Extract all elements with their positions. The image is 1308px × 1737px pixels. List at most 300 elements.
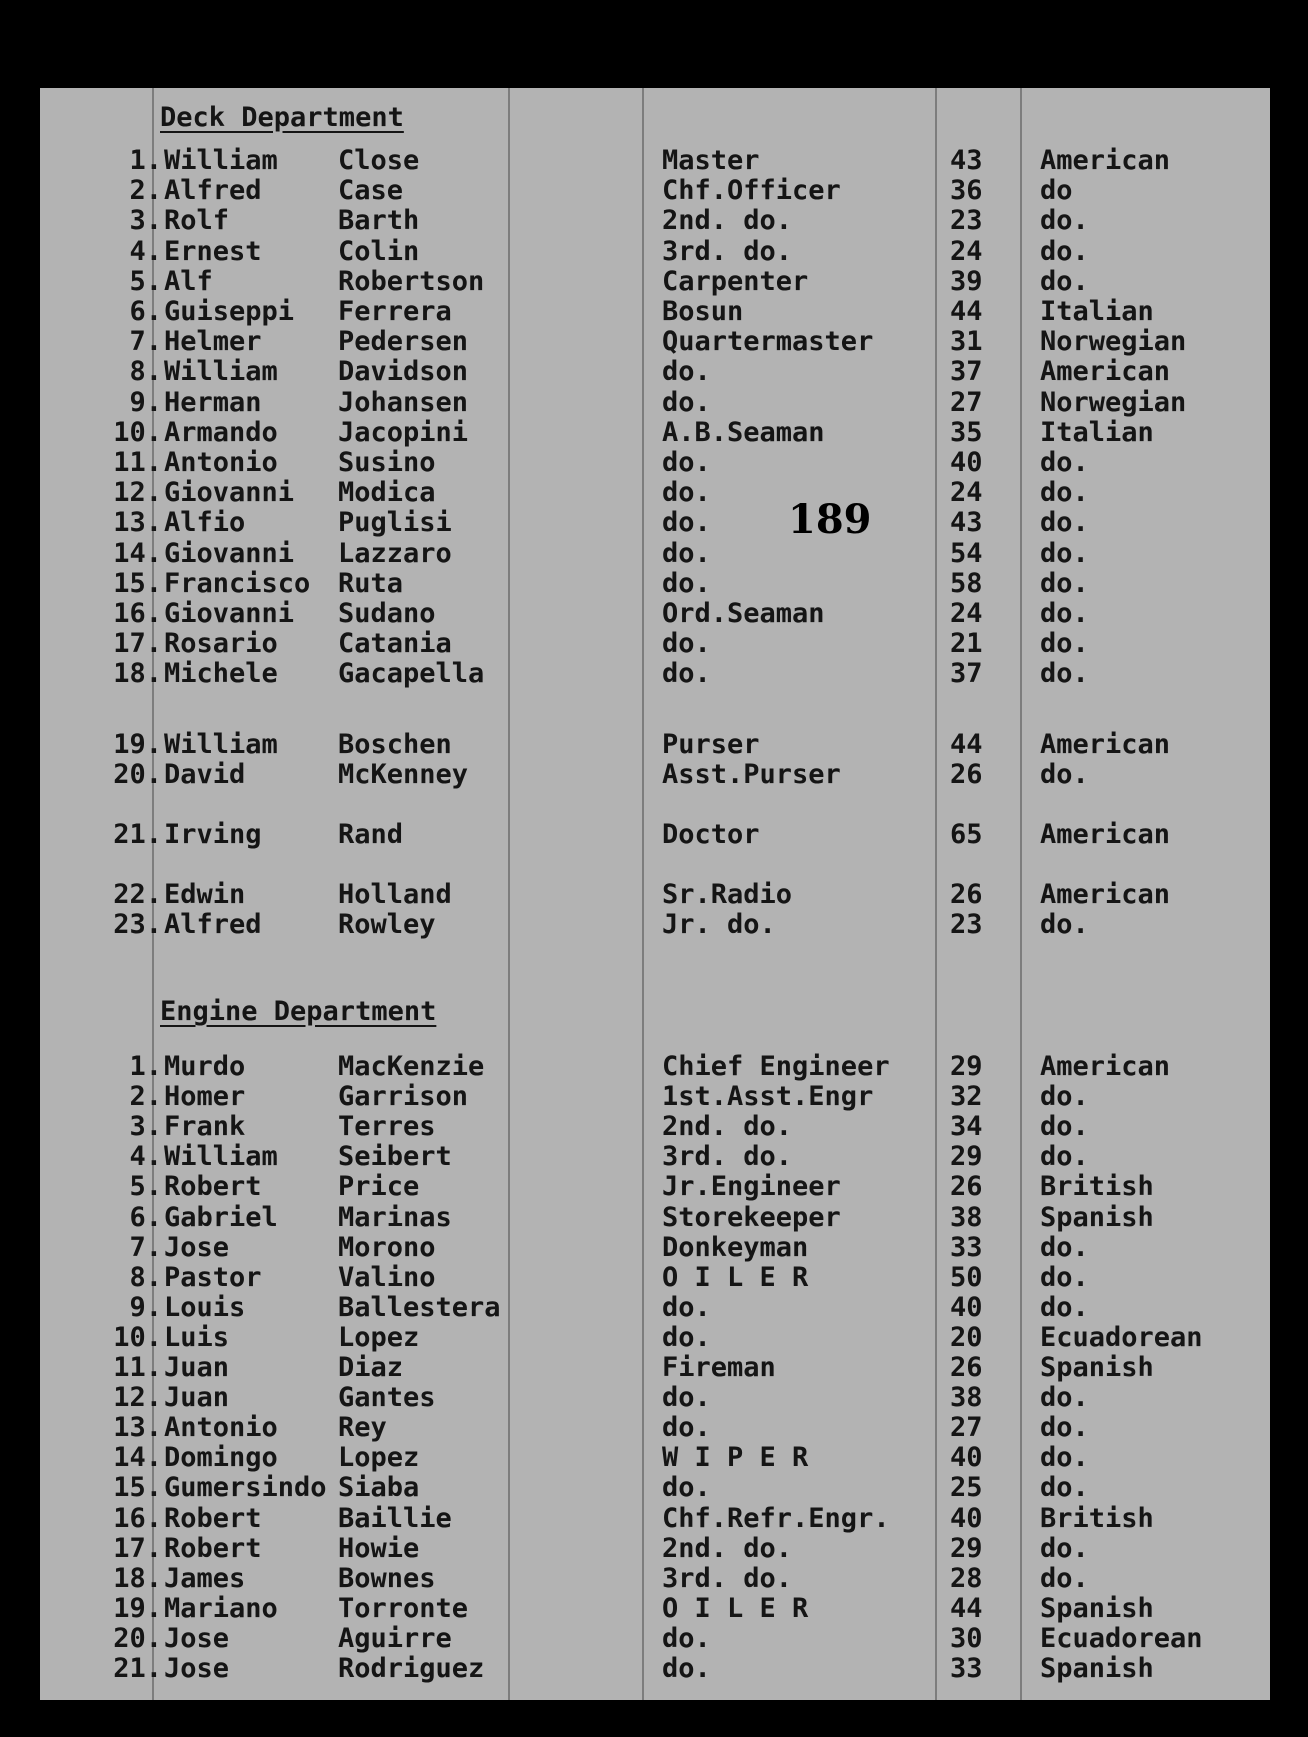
crew-number: 6.	[129, 296, 162, 327]
nationality: do	[1040, 175, 1073, 207]
crew-number: 15.	[113, 567, 162, 599]
rank: 2nd. do.	[662, 205, 793, 237]
crew-number: 16.	[113, 1502, 162, 1534]
crew-number: 8.	[129, 1261, 162, 1293]
age: 44	[950, 296, 983, 327]
last-name: Aguirre	[338, 1622, 452, 1654]
rank: do.	[662, 1472, 711, 1504]
crew-number: 19.	[113, 729, 162, 760]
first-name: Jose	[164, 1231, 230, 1263]
crew-row	[40, 1172, 1270, 1202]
age: 33	[950, 1653, 983, 1684]
crew-number: 6.	[129, 1201, 162, 1233]
crew-row	[40, 237, 1270, 267]
crew-number: 12.	[113, 477, 162, 509]
age: 26	[950, 1352, 983, 1383]
crew-number: 14.	[113, 1442, 162, 1474]
rank: do.	[662, 386, 711, 418]
first-name: Frank	[164, 1111, 246, 1143]
first-name: Francisco	[164, 567, 311, 599]
nationality: Norwegian	[1040, 386, 1187, 418]
last-name: Baillie	[338, 1502, 452, 1534]
age: 29	[950, 1141, 983, 1173]
last-name: Rey	[338, 1412, 387, 1444]
crew-number: 4.	[129, 1141, 162, 1173]
last-name: Colin	[338, 235, 420, 267]
first-name: Robert	[164, 1532, 262, 1564]
first-name: David	[164, 759, 246, 790]
first-name: Alf	[164, 265, 213, 297]
rank: Bosun	[662, 296, 744, 327]
first-name: William	[164, 356, 278, 388]
crew-number: 21.	[113, 819, 162, 850]
rank: Master	[662, 145, 760, 176]
rank: O I L E R	[662, 1261, 809, 1293]
crew-number: 2.	[129, 1081, 162, 1113]
first-name: Rolf	[164, 205, 230, 237]
crew-row	[40, 539, 1270, 569]
crew-number: 17.	[113, 628, 162, 660]
crew-row	[40, 820, 1270, 850]
crew-row	[40, 327, 1270, 357]
age: 27	[950, 386, 983, 418]
rank: Ord.Seaman	[662, 598, 825, 629]
rank: Carpenter	[662, 265, 809, 297]
last-name: Diaz	[338, 1352, 404, 1383]
age: 54	[950, 537, 983, 569]
rank: do.	[662, 507, 711, 539]
crew-number: 22.	[113, 879, 162, 910]
last-name: Ruta	[338, 567, 404, 599]
crew-number: 10.	[113, 416, 162, 448]
nationality: American	[1040, 879, 1171, 910]
crew-row	[40, 730, 1270, 760]
crew-number: 23.	[113, 909, 162, 940]
nationality: American	[1040, 819, 1171, 850]
crew-number: 1.	[129, 1051, 162, 1082]
age: 28	[950, 1562, 983, 1594]
crew-row	[40, 1353, 1270, 1383]
first-name: Mariano	[164, 1592, 278, 1624]
rank: do.	[662, 658, 711, 690]
crew-row	[40, 1534, 1270, 1564]
crew-row	[40, 569, 1270, 599]
age: 31	[950, 326, 983, 358]
crew-row	[40, 1594, 1270, 1624]
engine-department-heading: Engine Department	[160, 996, 437, 1027]
last-name: McKenney	[338, 759, 469, 790]
rank: do.	[662, 628, 711, 660]
crew-number: 18.	[113, 1562, 162, 1594]
age: 65	[950, 819, 983, 850]
first-name: Ernest	[164, 235, 262, 267]
crew-number: 9.	[129, 1291, 162, 1323]
last-name: Boschen	[338, 729, 452, 760]
rank: Chf.Officer	[662, 175, 841, 207]
age: 20	[950, 1321, 983, 1353]
crew-row	[40, 1233, 1270, 1263]
rank: A.B.Seaman	[662, 416, 825, 448]
last-name: Catania	[338, 628, 452, 660]
first-name: Herman	[164, 386, 262, 418]
rank: 3rd. do.	[662, 235, 793, 267]
crew-row	[40, 1263, 1270, 1293]
crew-row	[40, 297, 1270, 327]
age: 26	[950, 879, 983, 910]
rank: do.	[662, 1622, 711, 1654]
age: 34	[950, 1111, 983, 1143]
first-name: Armando	[164, 416, 278, 448]
first-name: Giovanni	[164, 598, 295, 629]
first-name: Robert	[164, 1502, 262, 1534]
age: 24	[950, 598, 983, 629]
age: 37	[950, 356, 983, 388]
crew-number: 11.	[113, 447, 162, 478]
first-name: Murdo	[164, 1051, 246, 1082]
crew-row	[40, 1504, 1270, 1534]
crew-row	[40, 1443, 1270, 1473]
last-name: Case	[338, 175, 404, 207]
rank: Purser	[662, 729, 760, 760]
crew-row	[40, 1082, 1270, 1112]
nationality: do.	[1040, 1141, 1089, 1173]
age: 40	[950, 1502, 983, 1534]
rank: do.	[662, 447, 711, 478]
first-name: Jose	[164, 1622, 230, 1654]
nationality: do.	[1040, 1382, 1089, 1414]
last-name: Robertson	[338, 265, 485, 297]
crew-row	[40, 599, 1270, 629]
last-name: Valino	[338, 1261, 436, 1293]
crew-number: 13.	[113, 1412, 162, 1444]
crew-row	[40, 357, 1270, 387]
crew-number: 16.	[113, 598, 162, 629]
first-name: William	[164, 729, 278, 760]
crew-row	[40, 1293, 1270, 1323]
rank: W I P E R	[662, 1442, 809, 1474]
nationality: Italian	[1040, 416, 1154, 448]
nationality: British	[1040, 1171, 1154, 1203]
last-name: Holland	[338, 879, 452, 910]
age: 29	[950, 1532, 983, 1564]
crew-number: 2.	[129, 175, 162, 207]
nationality: American	[1040, 729, 1171, 760]
nationality: Ecuadorean	[1040, 1321, 1203, 1353]
crew-row	[40, 1203, 1270, 1233]
last-name: Ballestera	[338, 1291, 501, 1323]
nationality: do.	[1040, 537, 1089, 569]
nationality: do.	[1040, 1111, 1089, 1143]
last-name: Marinas	[338, 1201, 452, 1233]
page-number-stamp: 189	[788, 496, 872, 543]
first-name: Gumersindo	[164, 1472, 327, 1504]
crew-number: 15.	[113, 1472, 162, 1504]
crew-number: 7.	[129, 1231, 162, 1263]
age: 23	[950, 205, 983, 237]
crew-number: 4.	[129, 235, 162, 267]
crew-list-page	[40, 88, 1270, 1700]
crew-row	[40, 418, 1270, 448]
crew-number: 20.	[113, 759, 162, 790]
last-name: Lopez	[338, 1442, 420, 1474]
first-name: William	[164, 1141, 278, 1173]
rank: do.	[662, 477, 711, 509]
rank: Jr. do.	[662, 909, 776, 940]
nationality: do.	[1040, 1231, 1089, 1263]
crew-row	[40, 448, 1270, 478]
first-name: Guiseppi	[164, 296, 295, 327]
age: 24	[950, 235, 983, 267]
crew-row	[40, 388, 1270, 418]
nationality: do.	[1040, 567, 1089, 599]
first-name: Giovanni	[164, 477, 295, 509]
nationality: do.	[1040, 1081, 1089, 1113]
rank: Chf.Refr.Engr.	[662, 1502, 890, 1534]
crew-row	[40, 1413, 1270, 1443]
rank: Chief Engineer	[662, 1051, 890, 1082]
crew-number: 5.	[129, 265, 162, 297]
crew-number: 1.	[129, 145, 162, 176]
crew-number: 19.	[113, 1592, 162, 1624]
rank: 2nd. do.	[662, 1111, 793, 1143]
age: 44	[950, 1592, 983, 1624]
crew-row	[40, 1564, 1270, 1594]
crew-row	[40, 1654, 1270, 1684]
first-name: Alfred	[164, 909, 262, 940]
first-name: James	[164, 1562, 246, 1594]
age: 25	[950, 1472, 983, 1504]
last-name: Rodriguez	[338, 1653, 485, 1684]
first-name: Louis	[164, 1291, 246, 1323]
rank: Asst.Purser	[662, 759, 841, 790]
age: 50	[950, 1261, 983, 1293]
first-name: Pastor	[164, 1261, 262, 1293]
rank: Doctor	[662, 819, 760, 850]
last-name: Pedersen	[338, 326, 469, 358]
age: 37	[950, 658, 983, 690]
last-name: Seibert	[338, 1141, 452, 1173]
last-name: MacKenzie	[338, 1051, 485, 1082]
last-name: Gacapella	[338, 658, 485, 690]
crew-number: 17.	[113, 1532, 162, 1564]
crew-number: 12.	[113, 1382, 162, 1414]
nationality: do.	[1040, 205, 1089, 237]
last-name: Siaba	[338, 1472, 420, 1504]
crew-number: 8.	[129, 356, 162, 388]
crew-row	[40, 1142, 1270, 1172]
crew-row	[40, 508, 1270, 538]
first-name: Rosario	[164, 628, 278, 660]
nationality: do.	[1040, 909, 1089, 940]
crew-number: 10.	[113, 1321, 162, 1353]
rank: 3rd. do.	[662, 1562, 793, 1594]
first-name: Jose	[164, 1653, 230, 1684]
rank: do.	[662, 1653, 711, 1684]
rank: do.	[662, 356, 711, 388]
first-name: Domingo	[164, 1442, 278, 1474]
crew-number: 13.	[113, 507, 162, 539]
nationality: do.	[1040, 759, 1089, 790]
crew-row	[40, 1052, 1270, 1082]
rank: do.	[662, 1291, 711, 1323]
rank: do.	[662, 1321, 711, 1353]
nationality: do.	[1040, 1442, 1089, 1474]
nationality: do.	[1040, 265, 1089, 297]
first-name: Gabriel	[164, 1201, 278, 1233]
crew-row	[40, 267, 1270, 297]
first-name: Homer	[164, 1081, 246, 1113]
first-name: Antonio	[164, 1412, 278, 1444]
crew-row	[40, 146, 1270, 176]
age: 36	[950, 175, 983, 207]
crew-row	[40, 1624, 1270, 1654]
nationality: British	[1040, 1502, 1154, 1534]
nationality: Spanish	[1040, 1201, 1154, 1233]
crew-number: 20.	[113, 1622, 162, 1654]
nationality: Spanish	[1040, 1352, 1154, 1383]
age: 38	[950, 1382, 983, 1414]
crew-row	[40, 1112, 1270, 1142]
age: 40	[950, 1291, 983, 1323]
nationality: American	[1040, 1051, 1171, 1082]
crew-row	[40, 1473, 1270, 1503]
first-name: Michele	[164, 658, 278, 690]
age: 44	[950, 729, 983, 760]
crew-number: 3.	[129, 205, 162, 237]
crew-number: 14.	[113, 537, 162, 569]
last-name: Garrison	[338, 1081, 469, 1113]
age: 40	[950, 447, 983, 478]
last-name: Puglisi	[338, 507, 452, 539]
nationality: do.	[1040, 1472, 1089, 1504]
nationality: do.	[1040, 447, 1089, 478]
last-name: Terres	[338, 1111, 436, 1143]
last-name: Rowley	[338, 909, 436, 940]
crew-row	[40, 910, 1270, 940]
crew-number: 21.	[113, 1653, 162, 1684]
last-name: Ferrera	[338, 296, 452, 327]
age: 26	[950, 759, 983, 790]
rank: O I L E R	[662, 1592, 809, 1624]
crew-row	[40, 478, 1270, 508]
first-name: Edwin	[164, 879, 246, 910]
last-name: Close	[338, 145, 420, 176]
rank: do.	[662, 1412, 711, 1444]
crew-row	[40, 760, 1270, 790]
last-name: Davidson	[338, 356, 469, 388]
rank: do.	[662, 537, 711, 569]
first-name: Irving	[164, 819, 262, 850]
age: 35	[950, 416, 983, 448]
rank: 1st.Asst.Engr	[662, 1081, 874, 1113]
first-name: Giovanni	[164, 537, 295, 569]
nationality: Ecuadorean	[1040, 1622, 1203, 1654]
nationality: do.	[1040, 658, 1089, 690]
last-name: Lopez	[338, 1321, 420, 1353]
nationality: do.	[1040, 477, 1089, 509]
age: 30	[950, 1622, 983, 1654]
nationality: American	[1040, 145, 1171, 176]
rank: 2nd. do.	[662, 1532, 793, 1564]
crew-number: 3.	[129, 1111, 162, 1143]
first-name: Robert	[164, 1171, 262, 1203]
nationality: Spanish	[1040, 1653, 1154, 1684]
age: 32	[950, 1081, 983, 1113]
deck-department-heading: Deck Department	[160, 102, 404, 133]
rank: 3rd. do.	[662, 1141, 793, 1173]
age: 21	[950, 628, 983, 660]
nationality: do.	[1040, 1412, 1089, 1444]
last-name: Modica	[338, 477, 436, 509]
nationality: do.	[1040, 1562, 1089, 1594]
nationality: Norwegian	[1040, 326, 1187, 358]
age: 58	[950, 567, 983, 599]
rank: do.	[662, 1382, 711, 1414]
rank: Donkeyman	[662, 1231, 809, 1263]
last-name: Howie	[338, 1532, 420, 1564]
age: 43	[950, 507, 983, 539]
first-name: Alfio	[164, 507, 246, 539]
rank: Storekeeper	[662, 1201, 841, 1233]
age: 26	[950, 1171, 983, 1203]
crew-number: 11.	[113, 1352, 162, 1383]
last-name: Jacopini	[338, 416, 469, 448]
last-name: Price	[338, 1171, 420, 1203]
crew-number: 7.	[129, 326, 162, 358]
crew-row	[40, 176, 1270, 206]
crew-number: 9.	[129, 386, 162, 418]
last-name: Sudano	[338, 598, 436, 629]
rank: do.	[662, 567, 711, 599]
nationality: do.	[1040, 1291, 1089, 1323]
age: 27	[950, 1412, 983, 1444]
crew-number: 5.	[129, 1171, 162, 1203]
first-name: Antonio	[164, 447, 278, 478]
crew-row	[40, 1323, 1270, 1353]
crew-row	[40, 659, 1270, 689]
nationality: American	[1040, 356, 1171, 388]
first-name: Luis	[164, 1321, 230, 1353]
last-name: Johansen	[338, 386, 469, 418]
age: 38	[950, 1201, 983, 1233]
first-name: William	[164, 145, 278, 176]
crew-row	[40, 629, 1270, 659]
rank: Sr.Radio	[662, 879, 793, 910]
age: 40	[950, 1442, 983, 1474]
nationality: Spanish	[1040, 1592, 1154, 1624]
crew-number: 18.	[113, 658, 162, 690]
nationality: do.	[1040, 598, 1089, 629]
age: 33	[950, 1231, 983, 1263]
first-name: Alfred	[164, 175, 262, 207]
age: 23	[950, 909, 983, 940]
rank: Quartermaster	[662, 326, 874, 358]
last-name: Gantes	[338, 1382, 436, 1414]
last-name: Rand	[338, 819, 404, 850]
last-name: Susino	[338, 447, 436, 478]
last-name: Barth	[338, 205, 420, 237]
rank: Fireman	[662, 1352, 776, 1383]
first-name: Juan	[164, 1352, 230, 1383]
first-name: Juan	[164, 1382, 230, 1414]
nationality: do.	[1040, 1261, 1089, 1293]
first-name: Helmer	[164, 326, 262, 358]
nationality: do.	[1040, 507, 1089, 539]
age: 24	[950, 477, 983, 509]
crew-row	[40, 206, 1270, 236]
last-name: Bownes	[338, 1562, 436, 1594]
last-name: Lazzaro	[338, 537, 452, 569]
